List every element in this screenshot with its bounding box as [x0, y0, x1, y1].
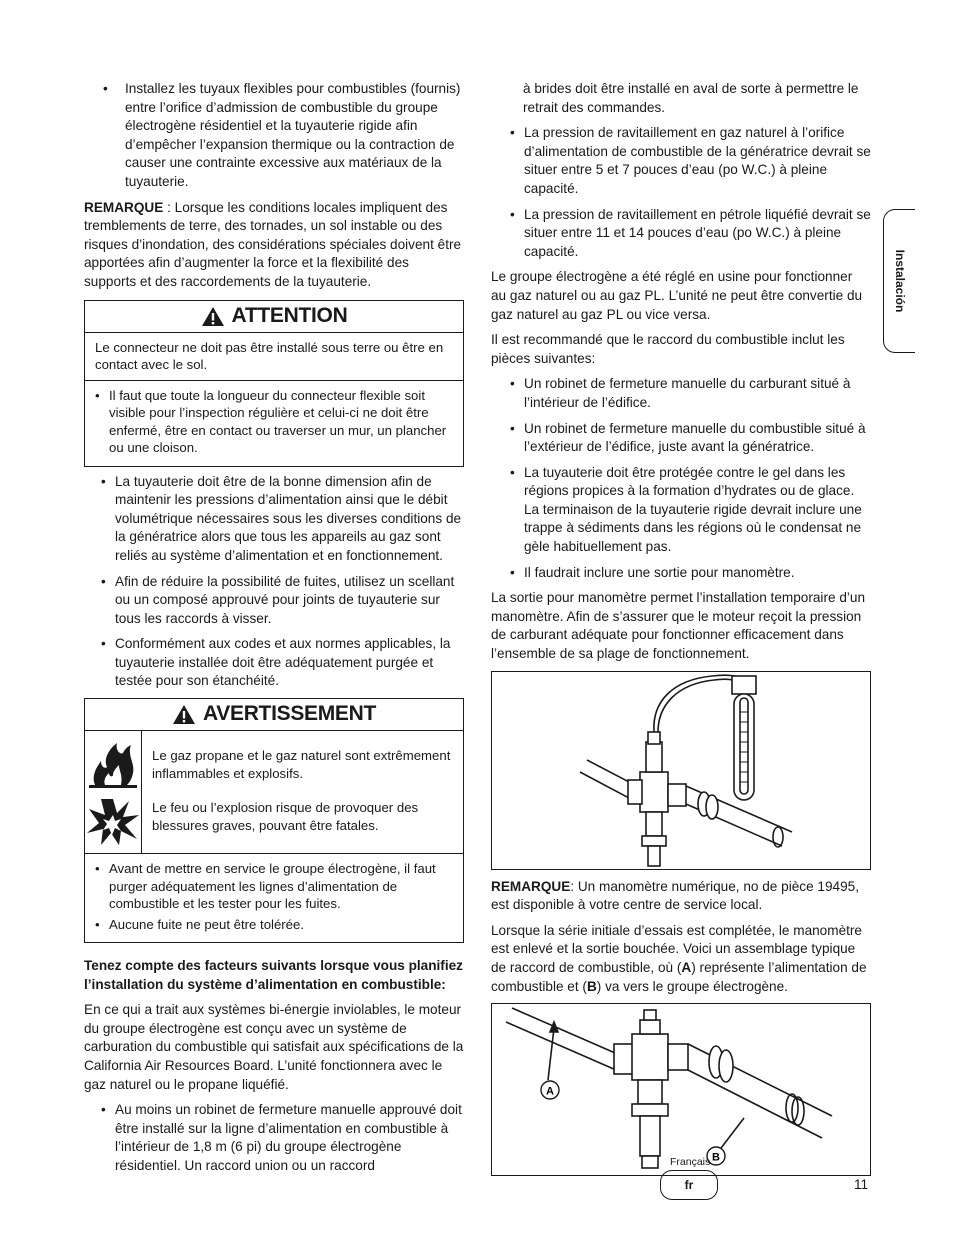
hazard-text-1: Le gaz propane et le gaz naturel sont extrêmement inflammables et explosifs.	[152, 748, 451, 781]
bullet-inside-valve: • Un robinet de fermeture manuelle du carburant situé à l’intérieur de l’édifice.	[508, 375, 871, 412]
bullet-sealant: • Afin de réduire la possibilité de fuites, utilisez un scellant ou un composé approuvé pour joints de tuyauterie sur tous les raccords à visser.	[99, 573, 464, 629]
paragraph-factory: Le groupe électrogène a été réglé en usine pour fonctionner au gaz naturel ou au gaz PL. L’unité ne peut être convertie du gaz naturel au gaz PL ou vice versa.	[491, 269, 863, 322]
warning-triangle-icon	[172, 704, 196, 725]
fire-icon	[87, 737, 139, 789]
right-column	[491, 80, 871, 1184]
explosion-icon	[85, 795, 141, 847]
paragraph-carb: En ce qui a trait aux systèmes bi-énergie inviolables, le moteur du groupe électrogène est conçu avec un système de carburation du combustible qui satisfait aux spécifications de la California Air Resources Board. L’unité fonctionnera avec le gaz naturel ou le propane liquéfié.	[84, 1002, 464, 1092]
attention-bullet: • Il faut que toute la longueur du connecteur flexible soit visible pour l’inspection régulière et celui-ci ne doit être enfermé, être en contact ou traverser un mur, un plancher ou une cloison.	[95, 387, 453, 457]
label-b: B	[712, 1151, 720, 1164]
bullet-frost: • La tuyauterie doit être protégée contre le gel dans les régions propices à la formation d’hydrates ou de glace. La terminaison de la tuyauterie rigide devrait inclure une trappe à sédiments dans les régions où le condensat ne gèle habituellement pas.	[508, 464, 871, 557]
note-text: : Lorsque les conditions locales impliquent des tremblements de terre, des tornades, un sol instable ou des risques d’inondation, des considérations spéciales doivent être apportées afin d’augmenter la force et la flexibilité des supports et des raccordements de la tuyauterie.	[84, 199, 462, 289]
avertissement-bullet: • Avant de mettre en service le groupe électrogène, il faut purger adéquatement les lignes d’alimentation de combustible et les tester pour les fuites.	[95, 860, 453, 913]
avertissement-bullets	[85, 854, 463, 942]
label-a: A	[546, 1085, 554, 1098]
bullet-outside-valve: • Un robinet de fermeture manuelle du combustible situé à l’extérieur de l’édifice, juste avant la génératrice.	[508, 420, 871, 457]
hazard-icons	[85, 731, 142, 853]
bullet-pipe-size: • La tuyauterie doit être de la bonne dimension afin de maintenir les pressions d’alimentation ainsi que le débit volumétrique nécessaires sous les diverses conditions de la génératrice alors que tous les appareils au gaz sont reliés au système d’alimentation et en fonctionnement.	[99, 473, 464, 566]
attention-box	[84, 300, 464, 467]
bullet-shutoff-valve: • Au moins un robinet de fermeture manuelle approuvé doit être installé sur la ligne d’alimentation en combustible à l’intérieur de 1,8 m (6 pi) du groupe électrogène résidentiel. Un raccord union ou un raccord	[99, 1101, 464, 1175]
bullet-manometer-port: • Il faudrait inclure une sortie pour manomètre.	[508, 564, 871, 583]
manometer-illustration	[492, 672, 870, 869]
bullet-lp-pressure: • La pression de ravitaillement en pétrole liquéfié devrait se situer entre 11 et 14 pouces d’eau (po W.C.) à pleine capacité.	[508, 206, 871, 262]
note-label: REMARQUE	[491, 878, 571, 894]
attention-text: Le connecteur ne doit pas être installé sous terre ou être en contact avec le sol.	[85, 333, 463, 381]
hazard-row	[85, 731, 463, 854]
avertissement-bullet: • Aucune fuite ne peut être tolérée.	[95, 916, 453, 934]
paragraph-manometer: La sortie pour manomètre permet l’installation temporaire d’un manomètre. Afin de s’assurer que le moteur reçoit la pression de carburant adéquate pour fonctionner efficacement dans l’ensemble de sa plage de fonctionnement.	[491, 590, 866, 662]
page-number: 11	[854, 1177, 869, 1192]
side-section-tab	[883, 209, 915, 353]
paragraph-recommended: Il est recommandé que le raccord du combustible inclut les pièces suivantes:	[491, 332, 845, 366]
paragraph-assembly: Lorsque la série initiale d’essais est complétée, le manomètre est enlevé et la sortie bouchée. Voici un assemblage typique de raccord de combustible, où (A) représente l’alimentation de combustible et (B) va vers le groupe électrogène.	[491, 922, 867, 994]
bullet-purge-test: • Conformément aux codes et aux normes applicables, la tuyauterie installée doit être adéquatement purgée et testée pour son étanchéité.	[99, 635, 464, 691]
avertissement-header	[85, 699, 463, 731]
footer-language-tab: fr	[660, 1170, 718, 1200]
note-paragraph-right	[491, 878, 871, 915]
warning-triangle-icon	[201, 306, 225, 327]
left-column	[84, 80, 464, 1183]
hazard-text-2: Le feu ou l’explosion risque de provoquer des blessures graves, pouvant être fatales.	[152, 800, 419, 833]
manometer-figure	[491, 671, 871, 870]
fuel-assembly-figure	[491, 1003, 871, 1176]
attention-title: ATTENTION	[231, 303, 348, 327]
note-text: : Un manomètre numérique, no de pièce 19495, est disponible à votre centre de service local.	[491, 878, 859, 913]
attention-header	[85, 301, 463, 333]
avertissement-box	[84, 698, 464, 943]
hazard-text	[142, 731, 463, 853]
footer-language: Français	[670, 1156, 711, 1168]
note-label: REMARQUE	[84, 199, 164, 215]
bullet-flexible-pipes: • Installez les tuyaux flexibles pour combustibles (fournis) entre l’orifice d’admission de combustible du groupe électrogène résidentiel et la tuyauterie rigide afin d’empêcher l’expansion thermique ou la contraction de causer une contrainte excessive aux matériaux de la tuyauterie.	[101, 80, 464, 192]
attention-bullets	[85, 381, 463, 466]
continued-text: à brides doit être installé en aval de sorte à permettre le retrait des commandes.	[523, 81, 859, 115]
section-heading: Tenez compte des facteurs suivants lorsque vous planifiez l’installation du système d’alimentation en combustible:	[84, 958, 463, 992]
fuel-assembly-illustration	[492, 1004, 870, 1175]
note-paragraph	[84, 199, 464, 292]
side-tab-label: Instalación	[892, 249, 907, 313]
bullet-natural-gas-pressure: • La pression de ravitaillement en gaz naturel à l’orifice d’alimentation de combustible de la génératrice devrait se situer entre 5 et 7 pouces d’eau (po W.C.) à pleine capacité.	[508, 124, 871, 198]
avertissement-title: AVERTISSEMENT	[202, 702, 377, 726]
